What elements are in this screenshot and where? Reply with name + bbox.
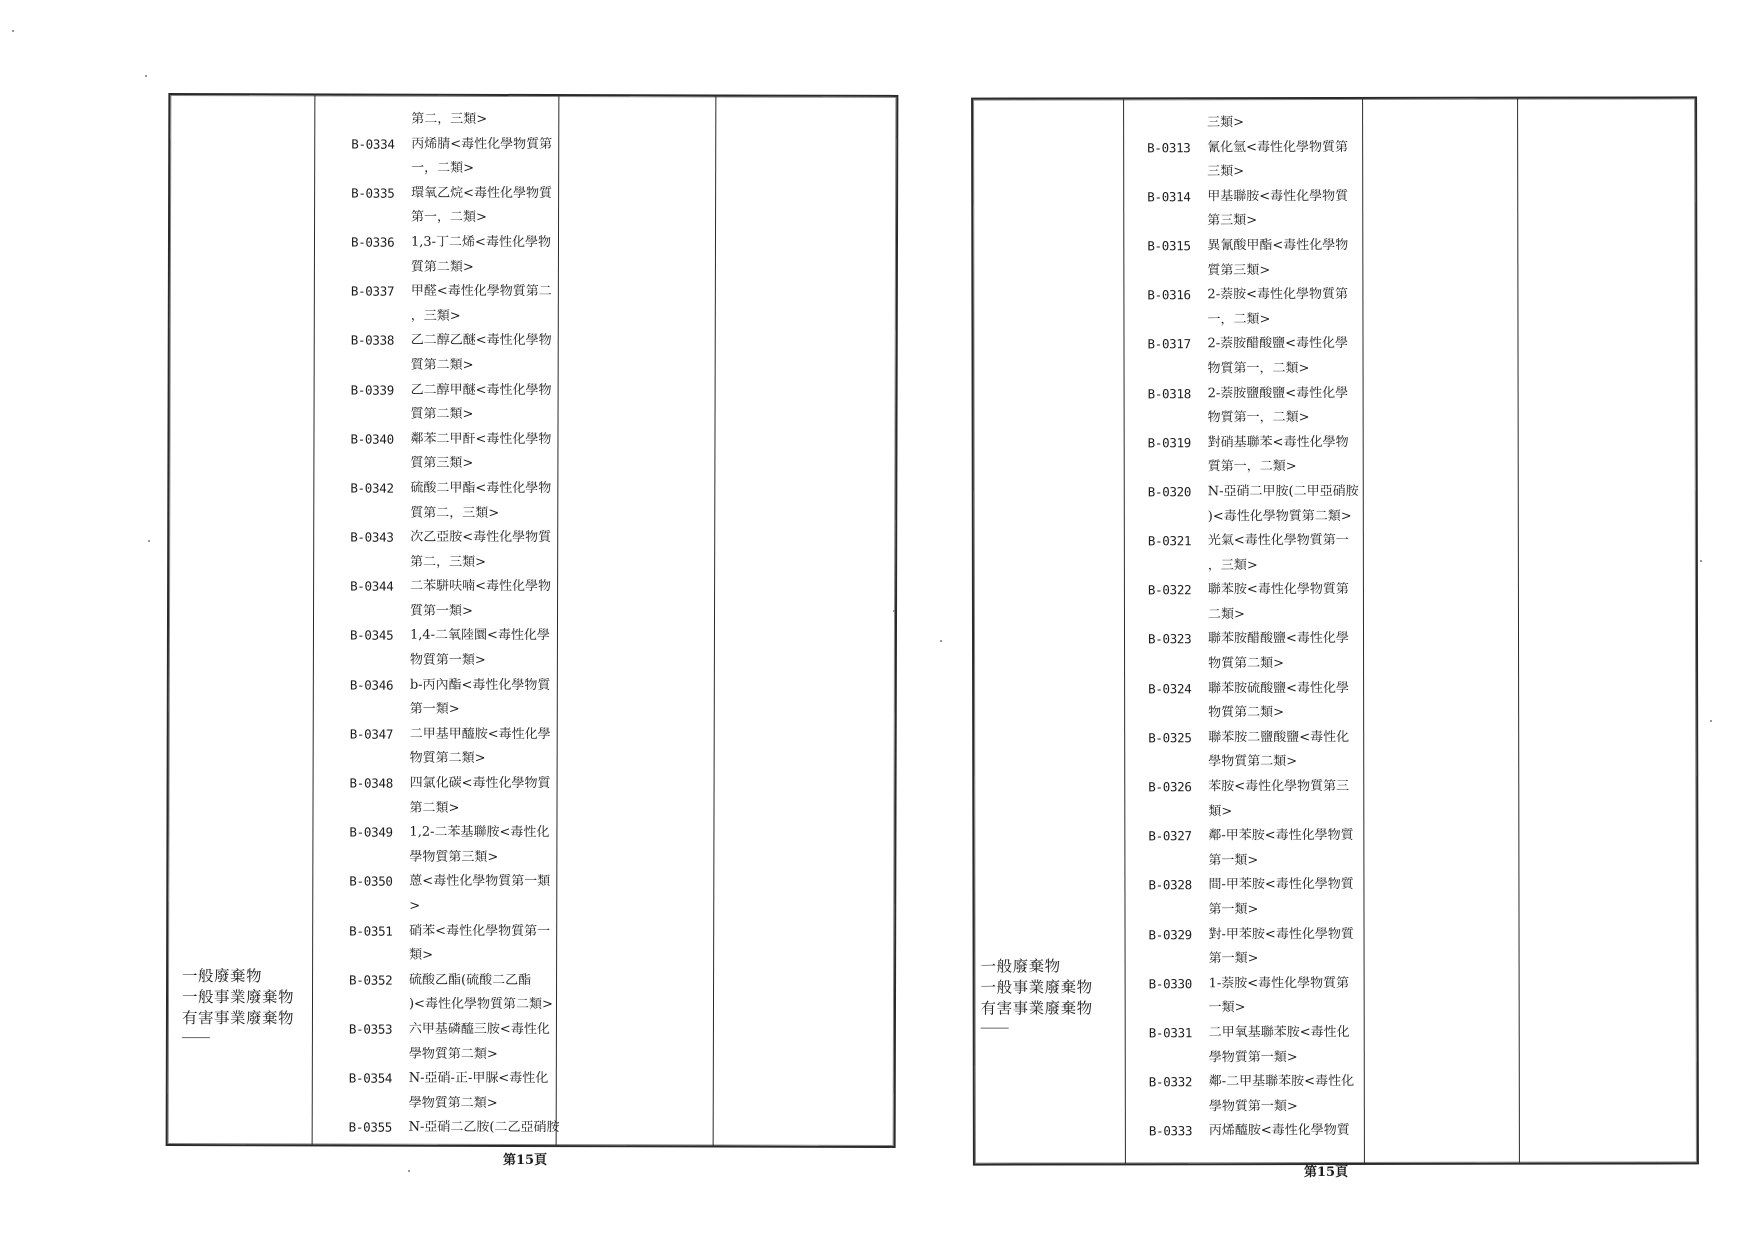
entry-description: 四氯化碳<毒性化學物質 第二類> <box>409 775 551 816</box>
entry-description: N-亞硝-正-甲脲<毒性化 學物質第二類> <box>408 1070 549 1111</box>
entry-description: 乙二醇甲醚<毒性化學物 質第二類> <box>410 382 552 422</box>
entry-description: 光氣<毒性化學物質第一 ，三類> <box>1207 533 1349 573</box>
entry-description: 鄰-二甲基聯苯胺<毒性化 學物質第一類> <box>1208 1074 1355 1114</box>
entry-description: 硫酸乙酯(硫酸二乙酯 )<毒性化學物質第二類> <box>408 972 553 1013</box>
entry-list <box>1147 111 1360 1144</box>
entry-row <box>1148 873 1359 923</box>
entry-code: B-0340 <box>350 431 394 447</box>
entry-row <box>351 378 562 428</box>
entry-row <box>350 624 561 674</box>
category-line: 一般事業廢棄物 <box>980 978 1093 997</box>
scan-speck <box>893 610 895 612</box>
category-line: 一般廢棄物 <box>980 957 1061 976</box>
entry-description: 聯苯胺<毒性化學物質第 二類> <box>1207 582 1349 623</box>
entry-description: 硝苯<毒性化學物質第一 類> <box>409 923 551 963</box>
entry-row <box>350 427 561 477</box>
entry-code: B-0325 <box>1148 730 1192 746</box>
column-divider <box>312 95 316 1144</box>
entry-row <box>349 821 560 871</box>
entry-row <box>351 280 562 330</box>
entry-code: B-0313 <box>1147 139 1191 155</box>
entry-description: 對硝基聯苯<毒性化學物 質第一，二類> <box>1207 434 1349 475</box>
entry-row <box>349 968 560 1018</box>
entry-row <box>1147 283 1358 333</box>
entry-description: N-亞硝二乙胺(二乙亞硝胺 <box>408 1120 560 1136</box>
entry-code: B-0328 <box>1148 877 1192 893</box>
entry-description: b-丙內酯<毒性化學物質 第一類> <box>409 677 551 718</box>
entry-row <box>349 1067 560 1117</box>
entry-code: B-0339 <box>350 382 394 398</box>
scan-speck <box>148 540 150 542</box>
entry-row <box>350 575 561 625</box>
column-divider <box>1517 99 1520 1163</box>
entry-description: 丙烯腈<毒性化學物質第 一，二類> <box>411 136 553 177</box>
page-number: 第15頁 <box>1304 1165 1349 1180</box>
waste-category <box>182 966 294 1038</box>
entry-row <box>351 230 562 280</box>
entry-row <box>1147 234 1358 284</box>
entry-row <box>1148 677 1359 727</box>
entry-row <box>1148 726 1359 776</box>
entry-code: B-0332 <box>1148 1074 1193 1090</box>
entry-description: 聯苯胺醋酸鹽<毒性化學 物質第二類> <box>1208 631 1349 672</box>
entry-code: B-0320 <box>1147 484 1192 500</box>
entry-code: B-0315 <box>1147 238 1191 254</box>
entry-description: 鄰-甲苯胺<毒性化學物質 第一類> <box>1208 828 1354 869</box>
entry-code: B-0336 <box>350 234 395 250</box>
scan-speck <box>1710 720 1712 722</box>
entry-code: B-0348 <box>349 775 393 791</box>
entry-description: 甲基聯胺<毒性化學物質 第三類> <box>1207 188 1349 229</box>
entry-code: B-0347 <box>349 726 394 742</box>
entry-description: 2-萘胺鹽酸鹽<毒性化學 物質第一，二類> <box>1207 385 1349 426</box>
page-number: 第15頁 <box>503 1153 548 1168</box>
waste-category <box>981 956 1093 1028</box>
entry-code: B-0322 <box>1147 582 1192 598</box>
entry-row <box>1148 578 1359 628</box>
entry-code: B-0319 <box>1147 434 1192 451</box>
entry-code: B-0318 <box>1147 385 1191 401</box>
entry-code: B-0353 <box>348 1021 393 1037</box>
entry-code: B-0321 <box>1147 533 1192 549</box>
entry-description: 二苯駢呋喃<毒性化學物 質第一類> <box>410 578 552 619</box>
entry-row <box>1148 431 1359 481</box>
entry-description: 對-甲苯胺<毒性化學物質 第一類> <box>1208 926 1354 967</box>
entry-row <box>350 722 561 772</box>
entry-description: 聯苯胺硫酸鹽<毒性化學 物質第二類> <box>1208 680 1350 721</box>
entry-code: B-0333 <box>1148 1123 1193 1139</box>
entry-row <box>351 329 562 379</box>
entry-row <box>350 476 561 526</box>
entry-description: 甲醛<毒性化學物質第二 ，三類> <box>410 283 552 324</box>
entry-description: 丙烯醯胺<毒性化學物質 <box>1208 1123 1350 1139</box>
continuation-text: 第二，三類> <box>411 111 488 127</box>
entry-code: B-0345 <box>349 627 394 644</box>
scan-speck <box>12 30 14 32</box>
column-divider <box>1123 99 1126 1163</box>
entry-description: 異氰酸甲酯<毒性化學物 質第三類> <box>1207 237 1349 278</box>
entry-code: B-0354 <box>348 1070 393 1086</box>
underline-mark <box>182 1037 210 1038</box>
entry-row <box>1148 529 1359 579</box>
entry-description: 2-萘胺醋酸鹽<毒性化學 物質第一，二類> <box>1207 336 1349 377</box>
entry-description: 氰化氫<毒性化學物質第 三類> <box>1207 139 1349 180</box>
entry-description: 六甲基磷醯三胺<毒性化 學物質第二類> <box>408 1021 550 1062</box>
entry-row <box>351 132 562 182</box>
entry-code: B-0337 <box>350 283 395 299</box>
entry-description: 乙二醇乙醚<毒性化學物 質第二類> <box>410 333 552 373</box>
entry-code: B-0323 <box>1148 631 1192 647</box>
category-line: 有害事業廢棄物 <box>980 999 1093 1018</box>
entry-code: B-0346 <box>349 677 394 693</box>
entry-row <box>1148 480 1359 530</box>
entry-row <box>1147 136 1358 186</box>
entry-code: B-0350 <box>349 873 393 890</box>
entry-description: 聯苯胺二鹽酸鹽<毒性化 學物質第二類> <box>1208 729 1350 770</box>
entry-description: 二甲氧基聯苯胺<毒性化 學物質第一類> <box>1208 1024 1350 1065</box>
entry-row <box>351 181 562 231</box>
entry-code: B-0355 <box>348 1119 393 1135</box>
category-line: 有害事業廢棄物 <box>181 1009 294 1028</box>
entry-code: B-0324 <box>1148 680 1192 696</box>
entry-row <box>349 870 560 920</box>
entry-code: B-0351 <box>349 923 393 939</box>
entry-description: 次乙亞胺<毒性化學物質 第二，三類> <box>410 529 552 570</box>
entry-description: 1,2-二苯基聯胺<毒性化 學物質第三類> <box>409 824 550 865</box>
continuation-text: 三類> <box>1207 115 1245 131</box>
entry-row <box>1148 627 1359 677</box>
right-page <box>971 96 1699 1165</box>
category-line: 一般事業廢棄物 <box>181 988 295 1007</box>
entry-description: 間-甲苯胺<毒性化學物質 第一類> <box>1208 877 1354 918</box>
scan-speck <box>940 640 942 642</box>
entry-row <box>349 919 560 969</box>
entry-row <box>1149 1070 1360 1120</box>
entry-code: B-0314 <box>1147 189 1191 205</box>
scan-speck <box>408 1170 410 1172</box>
entry-row <box>350 526 561 576</box>
entry-description: 蒽<毒性化學物質第一類 > <box>409 874 551 914</box>
entry-row <box>1149 1021 1360 1071</box>
entry-list <box>349 108 563 1141</box>
entry-row <box>349 1017 560 1067</box>
entry-description: N-亞硝二甲胺(二甲亞硝胺 )<毒性化學物質第二類> <box>1207 483 1359 524</box>
entry-code: B-0317 <box>1147 336 1191 352</box>
entry-description: 2-萘胺<毒性化學物質第 一，二類> <box>1207 287 1348 327</box>
entry-row <box>1147 185 1358 235</box>
entry-code: B-0331 <box>1148 1025 1193 1041</box>
entry-row <box>1147 332 1358 382</box>
entry-description: 環氧乙烷<毒性化學物質 第一，二類> <box>411 185 553 226</box>
entry-code: B-0349 <box>349 824 393 840</box>
entry-code: B-0330 <box>1148 976 1192 992</box>
entry-row <box>349 1116 560 1141</box>
entry-code: B-0338 <box>350 332 395 348</box>
entry-code: B-0334 <box>351 136 395 152</box>
entry-row <box>1148 381 1359 431</box>
column-divider <box>713 96 717 1145</box>
entry-description: 苯胺<毒性化學物質第三 類> <box>1208 779 1350 819</box>
entry-code: B-0352 <box>349 972 393 988</box>
entry-code: B-0342 <box>350 480 394 496</box>
left-page <box>166 93 899 1148</box>
entry-code: B-0329 <box>1148 926 1192 942</box>
entry-description: 硫酸二甲酯<毒性化學物 質第二，三類> <box>410 480 552 521</box>
entry-description: 二甲基甲醯胺<毒性化學 物質第二類> <box>409 726 551 767</box>
entry-description: 1-萘胺<毒性化學物質第 一類> <box>1208 975 1350 1016</box>
scan-speck <box>145 75 147 77</box>
column-divider <box>1362 99 1365 1163</box>
entry-code: B-0335 <box>351 185 395 201</box>
entry-code: B-0326 <box>1148 779 1192 795</box>
underline-mark <box>981 1028 1009 1029</box>
entry-row <box>1148 775 1359 825</box>
entry-row <box>349 772 560 822</box>
entry-code: B-0316 <box>1147 287 1191 303</box>
entry-code: B-0344 <box>350 578 394 594</box>
entry-row <box>1149 972 1360 1022</box>
scan-speck <box>1700 560 1702 562</box>
entry-row <box>1148 824 1359 874</box>
entry-code: B-0327 <box>1148 828 1192 844</box>
entry-row <box>350 673 561 723</box>
entry-row <box>1149 1119 1360 1144</box>
category-line: 一般廢棄物 <box>182 967 263 986</box>
entry-description: 鄰苯二甲酐<毒性化學物 質第三類> <box>410 431 552 472</box>
entry-description: 1,3-丁二烯<毒性化學物 質第二類> <box>410 234 551 275</box>
entry-description: 1,4-二氧陸圜<毒性化學 物質第一類> <box>409 628 550 668</box>
entry-code: B-0343 <box>350 529 394 545</box>
entry-row <box>1149 923 1360 973</box>
